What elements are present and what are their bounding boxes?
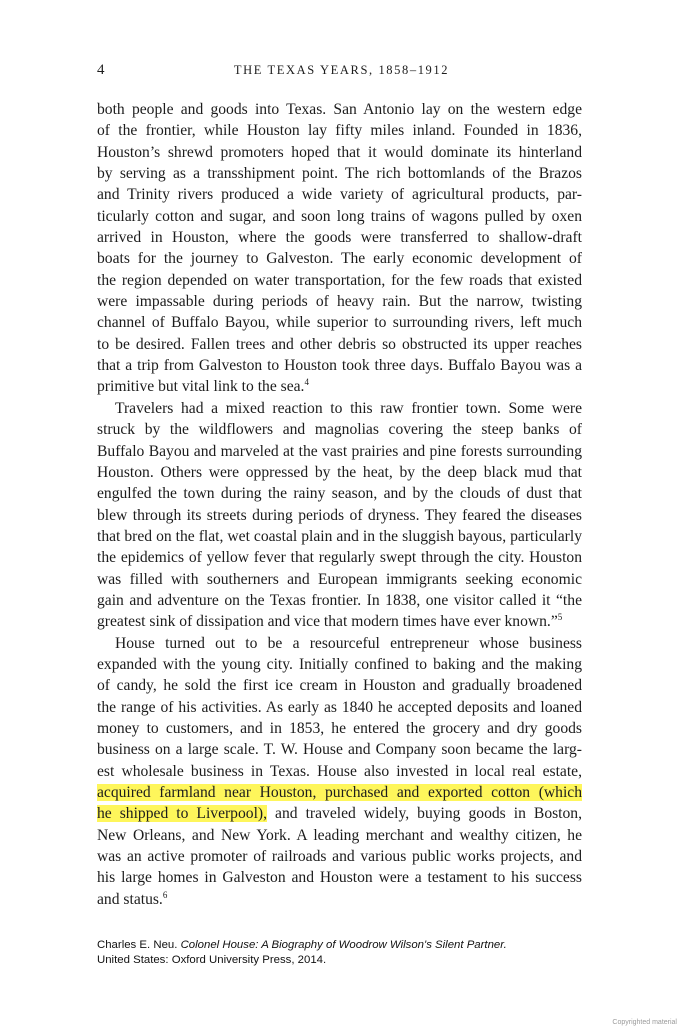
text-line: and Trinity rivers produced a wide variety of agricultural products, par- [97,186,582,204]
text-line [97,611,582,632]
citation-line-1 [97,938,507,953]
text-line: expanded with the young city. Initially confined to baking and the making [97,655,582,673]
text-line: of the frontier, while Houston lay fifty miles inland. Founded in 1836, [97,122,582,140]
page-number: 4 [97,62,105,78]
text-line: boats for the journey to Galveston. The early economic development of [97,250,582,268]
text-line [97,803,582,824]
text-line: the epidemics of yellow fever that regularly swept through the city. Houston [97,549,582,567]
citation-title: Colonel House: A Biography of Woodrow Wilson's Silent Partner. [180,939,507,951]
text-line [97,889,582,910]
footnote-marker: 4 [304,377,309,388]
text-line: ticularly cotton and sugar, and soon long trains of wagons pulled by oxen [97,207,582,225]
text-line: the range of his activities. As early as 1840 he accepted deposits and loaned [97,698,582,716]
text-line: Houston. Others were oppressed by the heat, by the deep black mud that [97,463,582,481]
text-line: the region depended on water transportation, for the few roads that existed [97,271,582,289]
body-text [97,99,582,910]
text-line: gain and adventure on the Texas frontier. In 1838, one visitor called it “the [97,591,582,609]
text-line: was an active promoter of railroads and various public works projects, and [97,848,582,866]
text-line-content: and status. [97,890,163,908]
running-head: THE TEXAS YEARS, 1858–1912 [233,63,450,77]
footnote-marker: 5 [557,612,563,623]
text-line: was filled with southerners and European immigrants seeking economic [97,570,582,588]
highlighted-line [97,782,582,803]
text-line-content: greatest sink of dissipation and vice that modern times have ever known.” [97,613,558,631]
text-line: by serving as a transshipment point. The rich bottomlands of the Brazos [97,165,582,183]
text-line: Travelers had a mixed reaction to this raw frontier town. Some were [115,399,582,417]
text-line: that bred on the flat, wet coastal plain and in the sluggish bayous, particularly [97,527,582,545]
text-line: money to customers, and in 1853, he entered the grocery and dry goods [97,719,582,737]
text-line: of candy, he sold the first ice cream in Houston and gradually broadened [97,677,582,695]
text-line: his large homes in Galveston and Houston were a testament to his success [97,869,582,887]
text-line: New Orleans, and New York. A leading merchant and wealthy citizen, he [97,826,582,844]
footnote-marker: 6 [162,889,168,900]
text-line: Buffalo Bayou and marveled at the vast prairies and pine forests surrounding [97,442,582,460]
text-line: both people and goods into Texas. San Antonio lay on the western edge [97,101,582,118]
text-line: to be desired. Fallen trees and other debris so obstructed its upper reaches [97,335,582,353]
text-line: Houston’s shrewd promoters hoped that it would dominate its hinterland [97,143,582,161]
text-line: channel of Buffalo Bayou, while superior to surrounding rivers, left much [97,314,582,332]
text-line [97,376,582,397]
text-line: business on a large scale. T. W. House and Company soon became the larg- [97,741,582,759]
citation-publisher: United States: Oxford University Press, 2014. [97,954,327,966]
text-line: House turned out to be a resourceful entrepreneur whose business [115,634,582,652]
text-line: blew through its streets during periods of dryness. They feared the diseases [97,506,582,524]
text-line: est wholesale business in Texas. House also invested in local real estate, [97,762,582,780]
text-line-content: primitive but vital link to the sea. [97,378,305,396]
text-line: engulfed the town during the rainy season, and by the clouds of dust that [97,485,582,503]
citation [97,938,507,968]
highlighted-text[interactable]: acquired farmland near Houston, purchased and exported cotton (which [97,784,582,801]
citation-author: Charles E. Neu. [97,939,178,951]
copyright-watermark: Copyrighted material [612,1019,677,1026]
highlighted-text[interactable]: he shipped to Liverpool), [97,805,268,823]
text-line: arrived in Houston, where the goods were transferred to shallow-draft [97,229,582,247]
text-line: were impassable during periods of heavy rain. But the narrow, twisting [97,293,582,311]
text-line-content: and traveled widely, buying goods in Boston, [267,805,583,823]
text-line: that a trip from Galveston to Houston took three days. Buffalo Bayou was a [97,357,582,375]
text-line: struck by the wildflowers and magnolias covering the steep banks of [97,421,582,439]
